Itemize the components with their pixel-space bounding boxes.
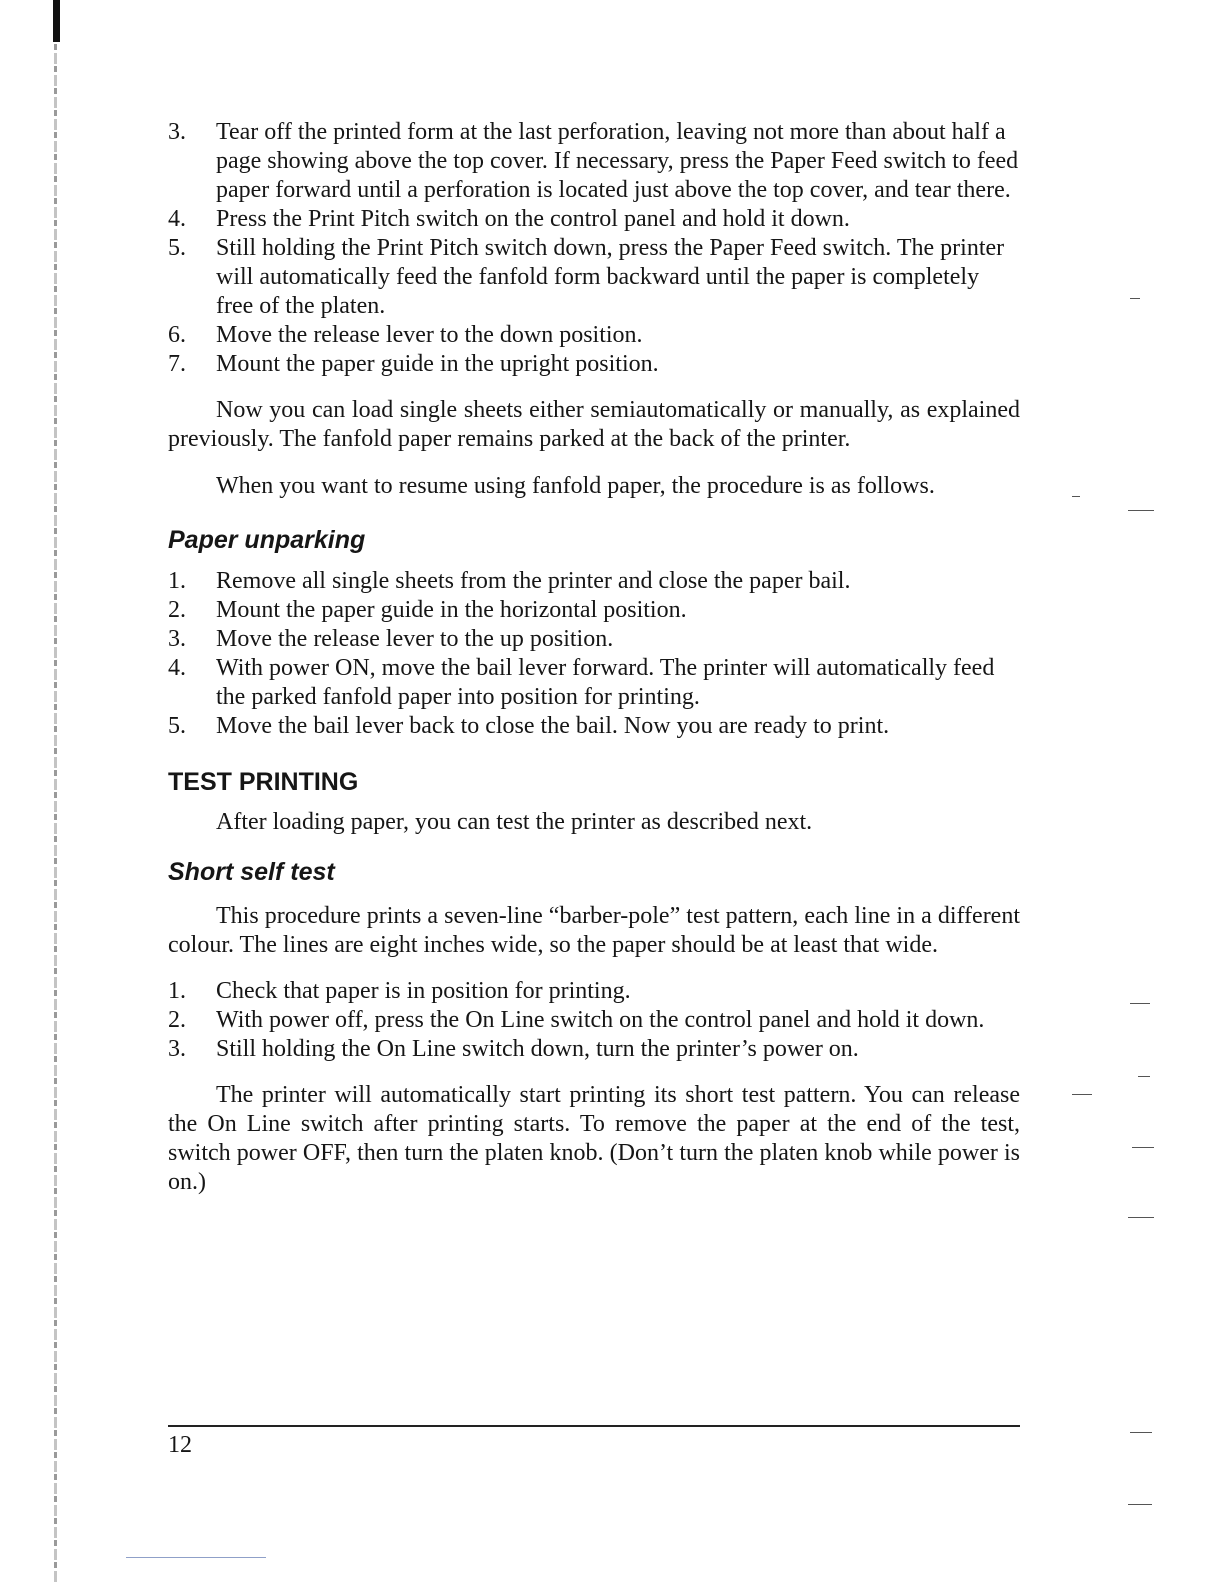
list-text: Press the Print Pitch switch on the control panel and hold it down. [216, 206, 850, 232]
margin-tick [1128, 1217, 1154, 1218]
list-text: Tear off the printed form at the last perforation, leaving not more than about half a page showing above the top cover. If necessary, press the Paper Feed switch to feed paper forward until a perforation is located just above the top cover, and tear there. [216, 119, 1019, 203]
list-text: Still holding the On Line switch down, turn the printer’s power on. [216, 1036, 859, 1062]
list-number: 6. [168, 322, 186, 348]
list-text: Mount the paper guide in the horizontal position. [216, 597, 687, 623]
list-number: 3. [168, 626, 186, 652]
margin-tick [1072, 496, 1080, 497]
list-text: Move the release lever to the down position. [216, 322, 643, 348]
list-item [168, 1035, 1020, 1064]
margin-tick [1132, 1147, 1154, 1148]
list-item [168, 1006, 1020, 1035]
test-printing-heading: TEST PRINTING [168, 768, 359, 796]
list-text: Mount the paper guide in the upright position. [216, 351, 659, 377]
single-sheet-paragraph: Now you can load single sheets either semiautomatically or manually, as explained previously. The fanfold paper remains parked at the back of the printer. [168, 397, 1020, 452]
list-item [168, 596, 1020, 625]
list-number: 1. [168, 978, 186, 1004]
list-text: Still holding the Print Pitch switch down, press the Paper Feed switch. The printer will automatically feed the fanfold form backward until the paper is completely free of the platen. [216, 235, 1005, 319]
list-number: 3. [168, 119, 186, 145]
list-text: Move the bail lever back to close the bail. Now you are ready to print. [216, 713, 890, 739]
margin-tick [1138, 1076, 1150, 1077]
short-self-test-heading: Short self test [168, 858, 335, 886]
page-content [168, 118, 1020, 1197]
list-text: Move the release lever to the up position. [216, 626, 614, 652]
list-item [168, 205, 1020, 234]
automatic-paragraph: The printer will automatically start printing its short test pattern. You can release the On Line switch after printing starts. To remove the paper at the end of the test, switch power OFF, then turn the platen knob. (Don’t turn the platen knob while power is on.) [168, 1082, 1020, 1195]
list-item [168, 712, 1020, 741]
list-number: 5. [168, 713, 186, 739]
resume-paragraph: When you want to resume using fanfold paper, the procedure is as follows. [216, 473, 935, 499]
margin-tick [1072, 1094, 1092, 1095]
binding-mark [53, 0, 60, 42]
list-item [168, 567, 1020, 596]
list-number: 4. [168, 655, 186, 681]
list-item [168, 321, 1020, 350]
list-number: 5. [168, 235, 186, 261]
margin-tick [1128, 510, 1154, 511]
paper-unparking-heading: Paper unparking [168, 526, 366, 554]
list-number: 1. [168, 568, 186, 594]
margin-tick [1130, 298, 1140, 299]
binding-edge [54, 0, 57, 1584]
list-item [168, 118, 1020, 205]
list-text: Remove all single sheets from the printer and close the paper bail. [216, 568, 851, 594]
list-number: 2. [168, 597, 186, 623]
footer-rule [168, 1425, 1020, 1427]
margin-tick [1130, 1432, 1152, 1433]
list-text: With power off, press the On Line switch on the control panel and hold it down. [216, 1007, 985, 1033]
margin-tick [1128, 1504, 1152, 1505]
list-number: 7. [168, 351, 186, 377]
list-text: Check that paper is in position for printing. [216, 978, 631, 1004]
list-number: 3. [168, 1036, 186, 1062]
list-number: 4. [168, 206, 186, 232]
list-item [168, 350, 1020, 379]
list-item [168, 625, 1020, 654]
self-test-steps-list [168, 977, 1020, 1064]
page-number: 12 [168, 1432, 192, 1458]
after-loading-paragraph: After loading paper, you can test the printer as described next. [216, 809, 813, 835]
parking-steps-list [168, 118, 1020, 379]
unparking-steps-list [168, 567, 1020, 741]
list-item [168, 654, 1020, 712]
list-item [168, 234, 1020, 321]
list-text: With power ON, move the bail lever forward. The printer will automatically feed the parked fanfold paper into position for printing. [216, 655, 995, 710]
procedure-paragraph: This procedure prints a seven-line “barber-pole” test pattern, each line in a different colour. The lines are eight inches wide, so the paper should be at least that wide. [168, 903, 1020, 958]
margin-tick [1130, 1003, 1150, 1004]
bottom-scan-line [126, 1557, 266, 1558]
list-number: 2. [168, 1007, 186, 1033]
list-item [168, 977, 1020, 1006]
